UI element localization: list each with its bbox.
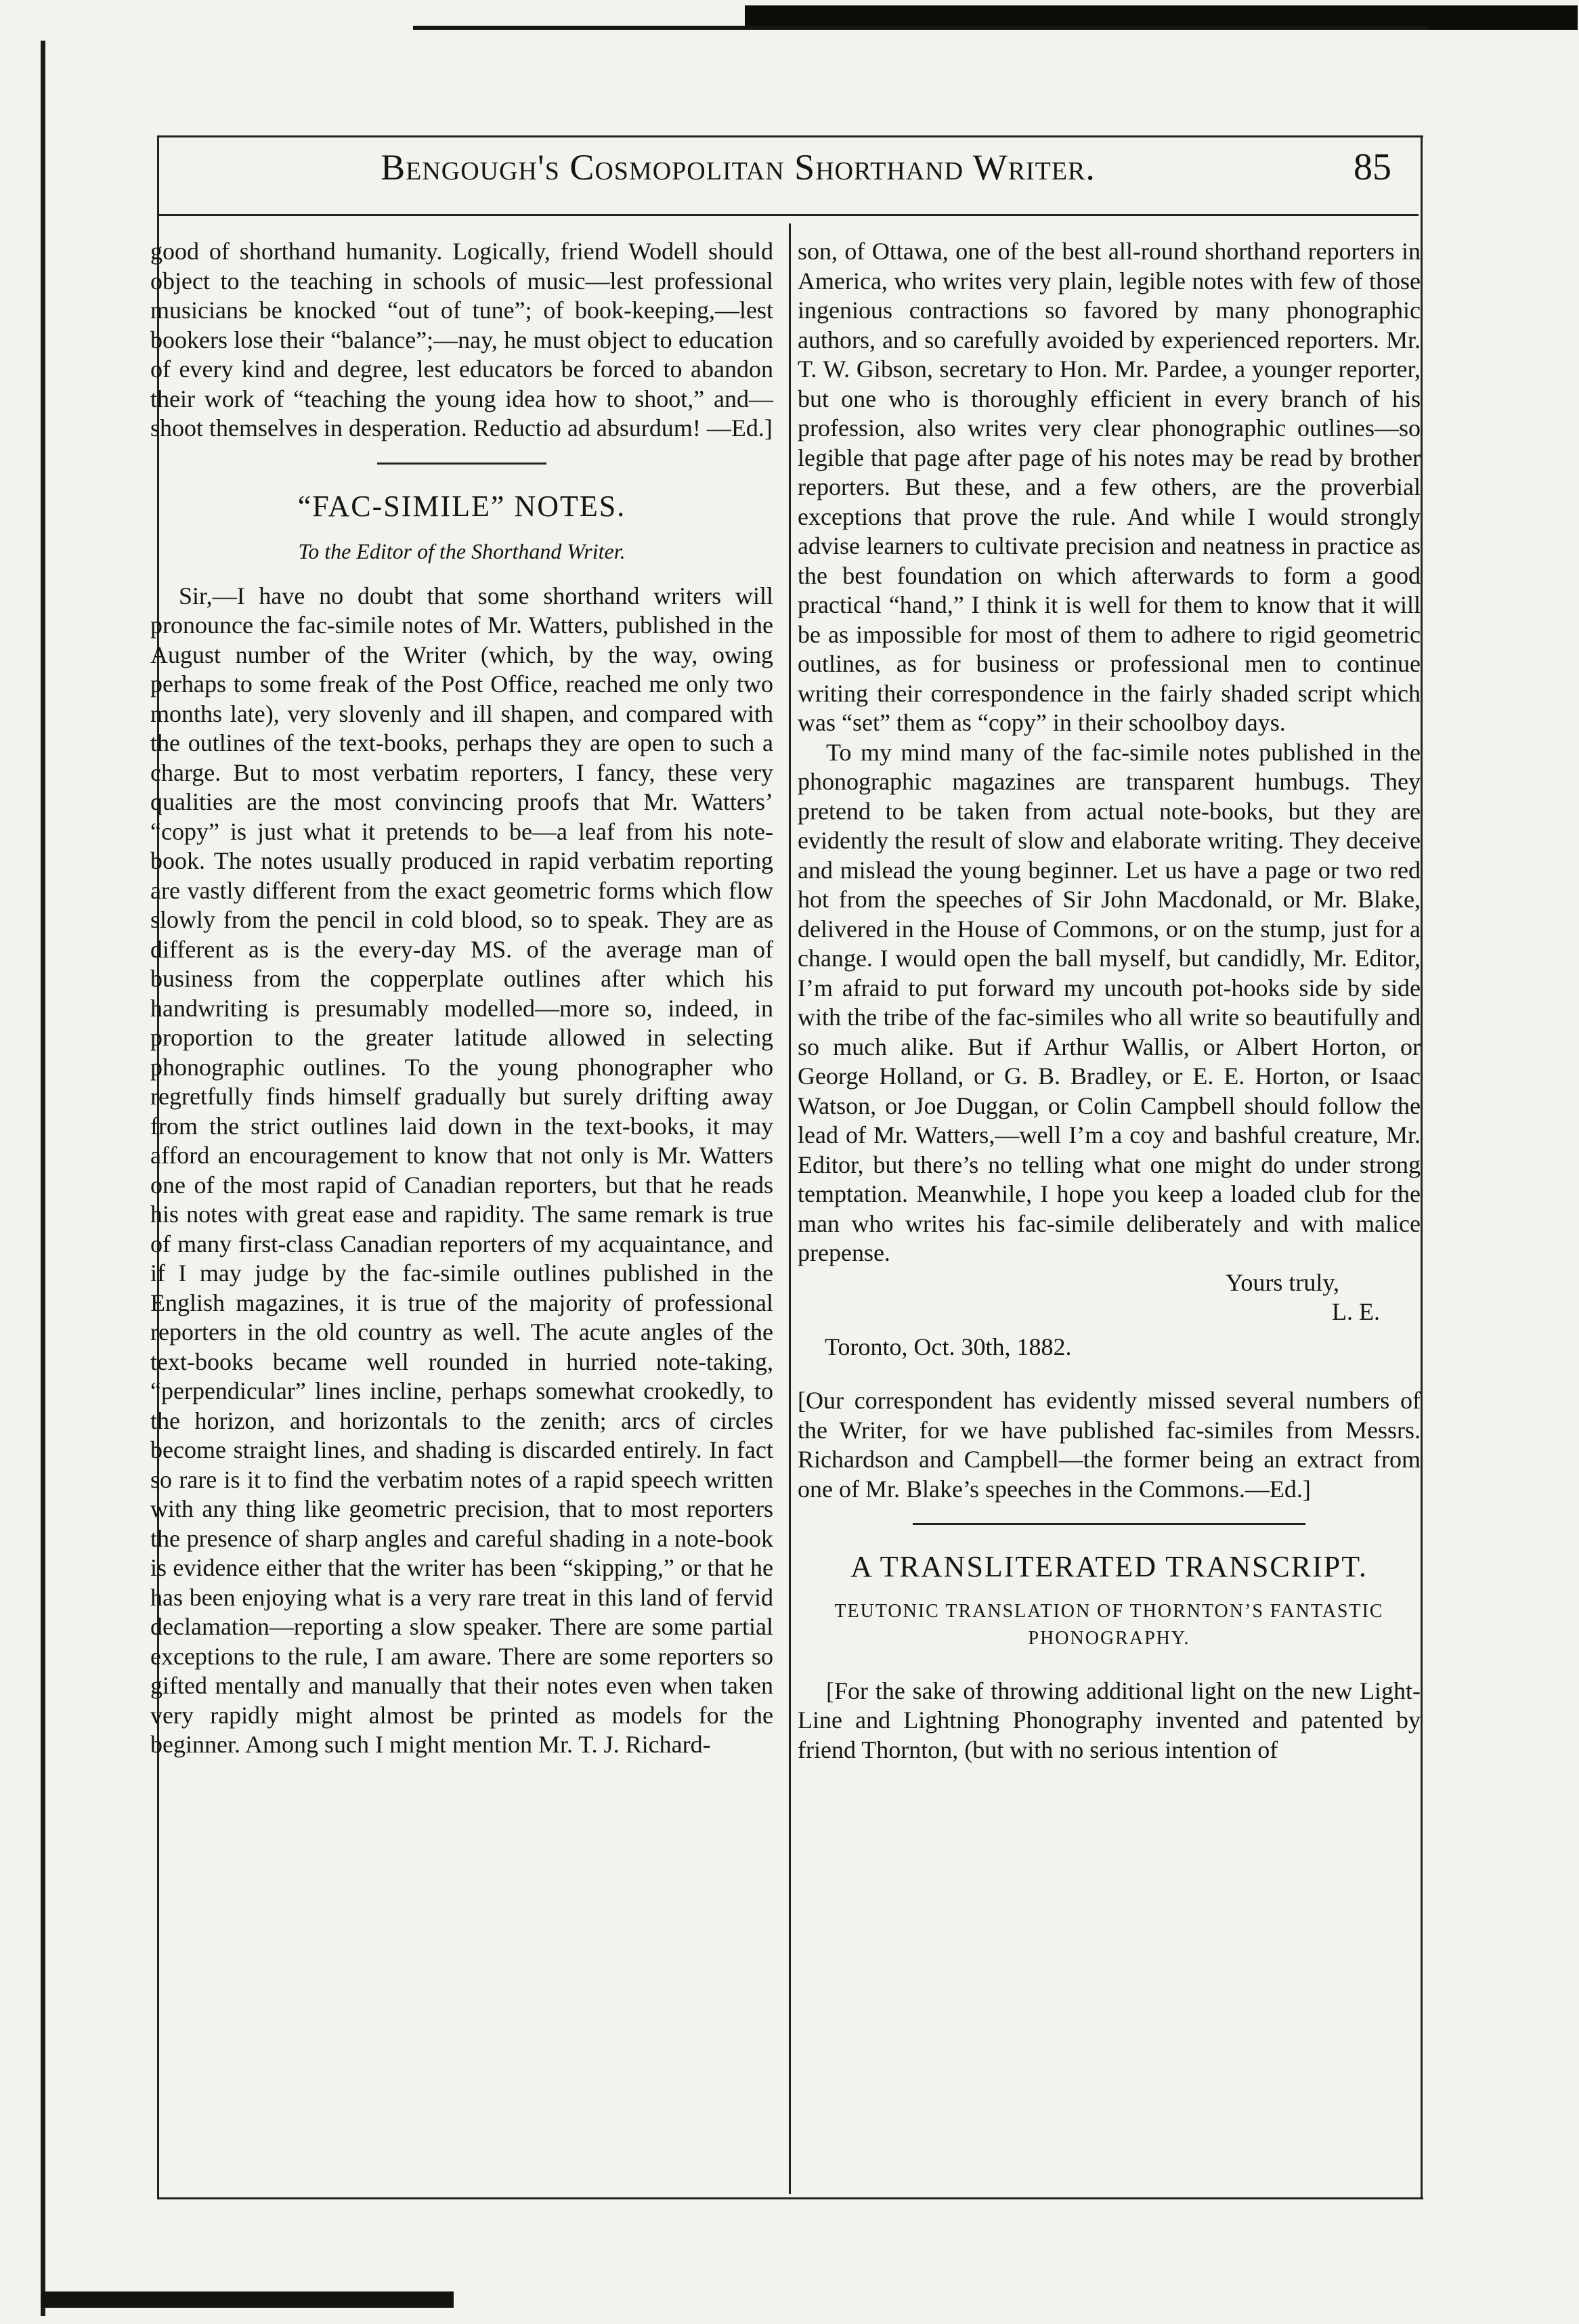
running-head: Bengough's Cosmopolitan Shorthand Writer. xyxy=(381,147,1096,188)
letter-signature: L. E. xyxy=(1332,1298,1380,1325)
page-number: 85 xyxy=(1354,146,1391,188)
right-paragraph-1: son, of Ottawa, one of the best all-round shorthand reporters in America, who writes very plain, legible notes with few of those ingenious contractions so favored by many phonographic authors, and so carefully avoided by experienced reporters. Mr. T. W. Gibson, secretary to Hon. Mr. Pardee, a younger reporter, but one who is thoroughly efficient in every branch of his profession, also writes very clear phonographic outlines—so legible that page after page of his notes may be read by brother reporters. But these, and a few others, are the proverbial exceptions that prove the rule. And while I would strongly advise learners to cultivate precision and neatness in practice as the best foundation on which afterwards to form a good practical “hand,” I think it is well for them to know that it will be as impossible for most of them to adhere to rigid geometric outlines, as for business or professional men to continue writing their correspondence in the fairly shaded script which was “set” them as “copy” in their schoolboy days. xyxy=(798,238,1421,736)
page-frame-bottom xyxy=(157,2197,1423,2199)
page-frame-right xyxy=(1421,135,1423,2197)
right-paragraph-2: To my mind many of the fac-simile notes published in the phonographic magazines are transparent humbugs. They pretend to be taken from actual note-books, but they are evidently the result of slow and elaborate writing. They deceive and mislead the young beginner. Let us have a page or two red hot from the speeches of Sir John Macdonald, or Mr. Blake, delivered in the House of Commons, or on the stump, just for a change. I would open the ball myself, but candidly, Mr. Editor, I’m afraid to put forward my uncouth pot-hooks side by side with the tribe of the fac-similes who all write so beautifully and so much alike. But if Arthur Wallis, or Albert Horton, or George Holland, or G. B. Bradley, or E. E. Horton, or Isaac Watson, or Joe Duggan, or Colin Campbell should follow the lead of Mr. Watters,—well I’m a coy and bashful creature, Mr. Editor, but there’s no telling what one might do under strong temptation. Meanwhile, I hope you keep a loaded club for the man who writes his fac-simile deliberately and with malice prepense. xyxy=(798,738,1421,1266)
left-column xyxy=(150,237,773,1760)
header-rule xyxy=(159,214,1419,216)
page-header xyxy=(159,146,1419,200)
section-heading: A TRANSLITERATED TRANSCRIPT. xyxy=(850,1550,1368,1583)
section-rule xyxy=(377,462,546,465)
right-column xyxy=(798,237,1421,1765)
scan-top-rule xyxy=(413,26,1429,30)
letter-closing: Yours truly, xyxy=(1225,1268,1339,1296)
scan-bottom-mark xyxy=(41,2291,454,2308)
left-paragraph-2: Sir,—I have no doubt that some shorthand writers will pronounce the fac-simile notes of Mr. Watters, published in the August number of the Writer (which, by the way, owing perhaps to some freak of the Post Office, reached me only two months late), very slovenly and ill shapen, and compared with the outlines of the text-books, perhaps they are open to such a charge. But to most verbatim reporters, I fancy, these very qualities are the most convincing proofs that Mr. Watters’ “copy” is just what it pretends to be—a leaf from his note-book. The notes usually produced in rapid verbatim reporting are vastly different from the exact geometric forms which flow slowly from the pencil in cold blood, so to speak. They are as different as is the every-day MS. of the average man of business from the copperplate outlines after which his handwriting is presumably modelled—more so, indeed, in proportion to the greater latitude allowed in selecting phonographic outlines. To the young phonographer who regretfully finds himself gradually but surely drifting away from the strict outlines laid down in the text-books, it may afford an encouragement to know that not only is Mr. Watters one of the most rapid of Canadian reporters, but that he reads his notes with great ease and rapidity. The same remark is true of many first-class Canadian reporters of my acquaintance, and if I may judge by the fac-simile outlines published in the English magazines, it is true of the majority of professional reporters in the old country as well. The acute angles of the text-books became well rounded in hurried note-taking, “perpendicular” lines incline, perhaps somewhat crookedly, to the horizon, and horizontals to the zenith; arcs of circles become straight lines, and shading is discarded entirely. In fact so rare is it to find the verbatim notes of a rapid speech written with any thing like geometric precision, that to most reporters the presence of sharp angles and careful shading in a note-book is evidence either that the writer has been “skipping,” or that he has been enjoying what is a very rare treat in this land of fervid declamation—reporting a slow speaker. There are some partial exceptions to the rule, I am aware. There are some reporters so gifted mentally and manually that their notes even when taken very rapidly might almost be printed as models for the beginner. Among such I might mention Mr. T. J. Richard- xyxy=(150,582,773,1758)
article-heading: “FAC-SIMILE” NOTES. xyxy=(297,489,626,523)
letter-dateline: Toronto, Oct. 30th, 1882. xyxy=(825,1333,1072,1360)
section-subheading: TEUTONIC TRANSLATION OF THORNTON’S FANTASTIC PHONOGRAPHY. xyxy=(834,1600,1384,1649)
left-paragraph-1: good of shorthand humanity. Logically, friend Wodell should object to the teaching in schools of music—lest professional musicians be knocked “out of tune”; of book-keeping,—lest bookers lose their “balance”;—nay, he must object to education of every kind and degree, lest educators be forced to abandon their work of “teaching the young idea how to shoot,” and—shoot themselves in desperation. Reductio ad absurdum! —Ed.] xyxy=(150,238,773,442)
page-frame-top xyxy=(157,135,1423,137)
section-rule-2 xyxy=(913,1523,1305,1525)
article-subheading: To the Editor of the Shorthand Writer. xyxy=(298,539,626,563)
right-paragraph-3: [For the sake of throwing additional light on the new Light-Line and Lightning Phonography invented and patented by friend Thornton, (but with no serious intention of xyxy=(798,1677,1421,1763)
scan-binding-edge xyxy=(41,41,45,2316)
column-divider xyxy=(789,223,791,2194)
editor-note: [Our correspondent has evidently missed several numbers of the Writer, for we have published fac-similes from Messrs. Richardson and Campbell—the former being an extract from one of Mr. Blake’s speeches in the Commons.—Ed.] xyxy=(798,1387,1421,1503)
